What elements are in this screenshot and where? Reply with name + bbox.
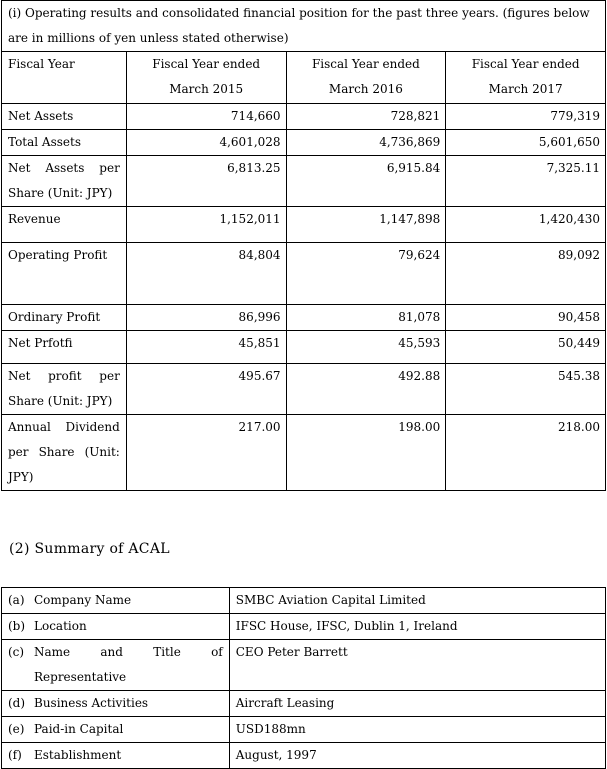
table-row [2, 130, 606, 156]
table-row [2, 104, 606, 130]
cell-value: 728,821 [286, 104, 446, 130]
row-label: Net Assets [2, 104, 127, 130]
row-value: CEO Peter Barrett [229, 640, 605, 691]
cell-value: 6,813.25 [126, 156, 286, 207]
cell-value: 714,660 [126, 104, 286, 130]
row-value: SMBC Aviation Capital Limited [229, 588, 605, 614]
row-label: Ordinary Profit [2, 305, 127, 331]
row-label: (c) Name and Title of Representative [2, 640, 230, 691]
cell-value: 79,624 [286, 243, 446, 305]
cell-value: 5,601,650 [446, 130, 606, 156]
row-label: (b) Location [2, 614, 230, 640]
row-value: USD188mn [229, 717, 605, 743]
row-value: IFSC House, IFSC, Dublin 1, Ireland [229, 614, 605, 640]
row-label: Total Assets [2, 130, 127, 156]
cell-value: 1,152,011 [126, 207, 286, 243]
header-fiscal-year: Fiscal Year [2, 52, 127, 104]
row-value: August, 1997 [229, 743, 605, 769]
cell-value: 90,458 [446, 305, 606, 331]
table-caption: (i) Operating results and consolidated financial position for the past three years. (figures below are in millions of yen unless stated otherwise) [2, 1, 606, 52]
cell-value: 45,593 [286, 331, 446, 364]
cell-value: 545.38 [446, 364, 606, 415]
cell-value: 6,915.84 [286, 156, 446, 207]
table-row [2, 207, 606, 243]
row-label: (f) Establishment [2, 743, 230, 769]
row-label: Revenue [2, 207, 127, 243]
cell-value: 495.67 [126, 364, 286, 415]
cell-value: 492.88 [286, 364, 446, 415]
cell-value: 217.00 [126, 415, 286, 491]
header-fy2015: Fiscal Year ended March 2015 [126, 52, 286, 104]
row-label: Annual Dividend per Share (Unit: JPY) [2, 415, 127, 491]
table-row [2, 614, 606, 640]
cell-value: 1,147,898 [286, 207, 446, 243]
cell-value: 45,851 [126, 331, 286, 364]
row-label: Net Prfotfi [2, 331, 127, 364]
cell-value: 1,420,430 [446, 207, 606, 243]
row-label: Operating Profit [2, 243, 127, 305]
table-row [2, 415, 606, 491]
table-row [2, 156, 606, 207]
row-label: (a) Company Name [2, 588, 230, 614]
header-fy2016: Fiscal Year ended March 2016 [286, 52, 446, 104]
cell-value: 81,078 [286, 305, 446, 331]
header-fy2017: Fiscal Year ended March 2017 [446, 52, 606, 104]
company-summary-table [1, 587, 606, 769]
cell-value: 4,601,028 [126, 130, 286, 156]
table-row [2, 243, 606, 305]
table-row [2, 305, 606, 331]
table-row [2, 743, 606, 769]
cell-value: 198.00 [286, 415, 446, 491]
table-row [2, 331, 606, 364]
table-row [2, 640, 606, 691]
row-label: (d) Business Activities [2, 691, 230, 717]
row-label: Net profit per Share (Unit: JPY) [2, 364, 127, 415]
table-row [2, 588, 606, 614]
cell-value: 218.00 [446, 415, 606, 491]
table-row [2, 364, 606, 415]
section-heading: (2) Summary of ACAL [9, 541, 170, 557]
cell-value: 779,319 [446, 104, 606, 130]
row-label: (e) Paid-in Capital [2, 717, 230, 743]
row-label: Net Assets per Share (Unit: JPY) [2, 156, 127, 207]
cell-value: 86,996 [126, 305, 286, 331]
row-value: Aircraft Leasing [229, 691, 605, 717]
table-row [2, 717, 606, 743]
cell-value: 84,804 [126, 243, 286, 305]
cell-value: 89,092 [446, 243, 606, 305]
cell-value: 50,449 [446, 331, 606, 364]
financial-results-table [1, 0, 606, 491]
cell-value: 7,325.11 [446, 156, 606, 207]
cell-value: 4,736,869 [286, 130, 446, 156]
table-row [2, 691, 606, 717]
